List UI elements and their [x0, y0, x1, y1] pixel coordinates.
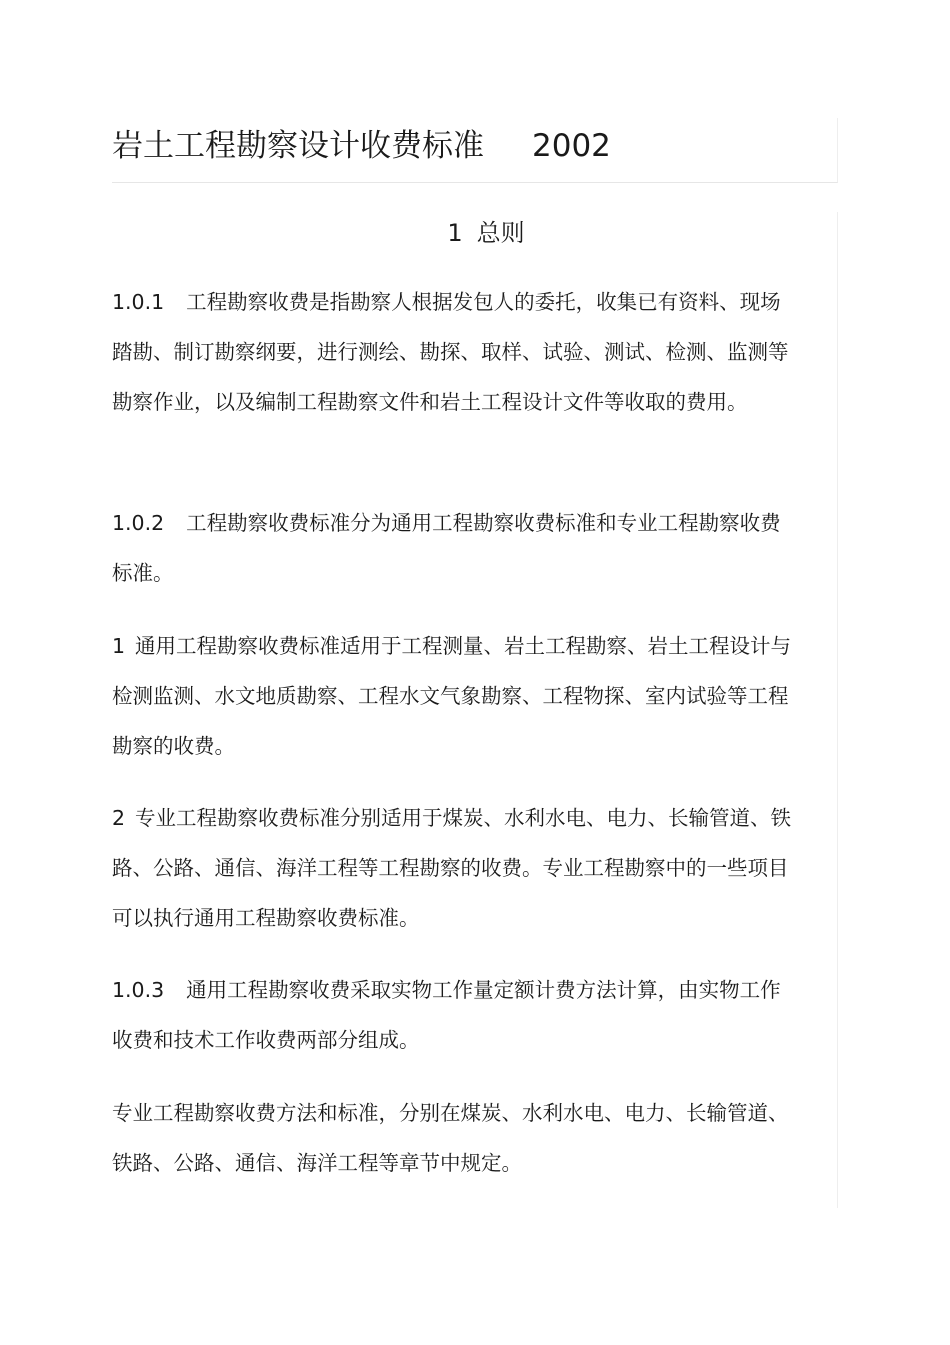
paragraph-text: 工程勘察收费是指勘察人根据发包人的委托，收集已有资料、现场踏勘、制订勘察纲要，进行测绘、勘探、取样、试验、测试、检测、监测等勘察作业，以及编制工程勘察文件和岩土工程设计文件等收取的费用。 — [112, 290, 789, 414]
document-title — [112, 126, 611, 166]
item-number: 1 — [112, 634, 126, 658]
title-block — [112, 118, 838, 183]
paragraph-text: 专业工程勘察收费标准分别适用于煤炭、水利水电、电力、长输管道、铁路、公路、通信、海洋工程等工程勘察的收费。专业工程勘察中的一些项目可以执行通用工程勘察收费标准。 — [112, 806, 792, 930]
paragraph-1-0-1 — [112, 277, 792, 427]
clause-number: 1.0.1 — [112, 290, 165, 314]
document-year: 2002 — [532, 128, 611, 164]
paragraph-item-2 — [112, 793, 792, 943]
clause-number: 1.0.2 — [112, 511, 165, 535]
section-heading — [112, 216, 860, 250]
paragraph-item-1 — [112, 621, 792, 771]
document-title-text: 岩土工程勘察设计收费标准 — [112, 128, 484, 164]
paragraph-specialized — [112, 1088, 792, 1188]
item-number: 2 — [112, 806, 126, 830]
section-title: 总则 — [476, 219, 525, 247]
paragraph-1-0-2 — [112, 498, 792, 598]
clause-number: 1.0.3 — [112, 978, 165, 1002]
paragraph-text: 通用工程勘察收费采取实物工作量定额计费方法计算，由实物工作收费和技术工作收费两部分组成。 — [112, 978, 781, 1052]
paragraph-text: 工程勘察收费标准分为通用工程勘察收费标准和专业工程勘察收费标准。 — [112, 511, 781, 585]
section-number: 1 — [447, 219, 463, 247]
paragraph-1-0-3 — [112, 965, 792, 1065]
paragraph-text: 专业工程勘察收费方法和标准，分别在煤炭、水利水电、电力、长输管道、铁路、公路、通信、海洋工程等章节中规定。 — [112, 1101, 789, 1175]
paragraph-text: 通用工程勘察收费标准适用于工程测量、岩土工程勘察、岩土工程设计与检测监测、水文地质勘察、工程水文气象勘察、工程物探、室内试验等工程勘察的收费。 — [112, 634, 792, 758]
